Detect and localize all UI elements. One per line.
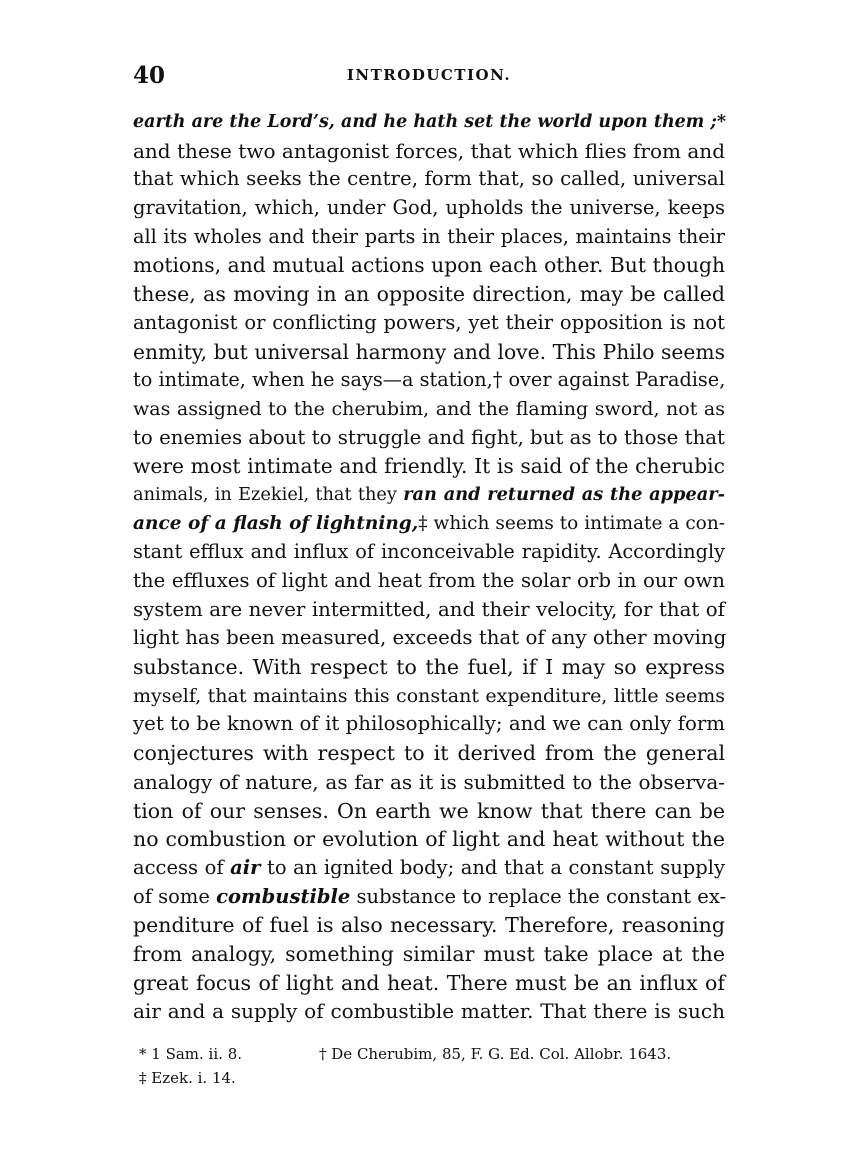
- text-line: [133, 567, 725, 596]
- text-segment: great focus of light and heat. There must be an influx of: [133, 970, 725, 995]
- text-segment: that which seeks the centre, form that, so called, universal: [133, 167, 725, 191]
- text-line: [133, 797, 725, 826]
- text-line: [133, 825, 725, 854]
- text-segment: access of: [133, 855, 231, 879]
- text-line: [133, 510, 725, 539]
- text-line: [133, 624, 725, 653]
- text-segment: of some: [133, 884, 217, 908]
- italic-segment: ran and returned as the appear-: [403, 483, 725, 505]
- text-segment: substance to replace the constant ex-: [350, 884, 727, 908]
- text-segment: system are never intermitted, and their velocity, for that of: [133, 597, 725, 621]
- text-line: [133, 682, 725, 711]
- text-segment: to intimate, when he says—a station,† over against Paradise,: [133, 368, 726, 392]
- text-line: [133, 854, 725, 883]
- text-line: [133, 165, 725, 194]
- text-line: [133, 309, 725, 338]
- footnote-3: ‡ Ezek. i. 14.: [139, 1069, 236, 1087]
- text-segment: and these two antagonist forces, that which flies from and: [133, 138, 725, 163]
- italic-segment: ance of a flash of lightning,: [133, 512, 419, 534]
- text-segment: substance. With respect to the fuel, if I may so express: [133, 655, 725, 680]
- text-segment: yet to be known of it philosophically; and we can only form: [133, 712, 725, 736]
- text-line: [133, 911, 725, 940]
- text-segment: the effluxes of light and heat from the solar orb in our own: [133, 569, 725, 592]
- text-line: [133, 395, 725, 424]
- text-segment: enmity, but universal harmony and love. This Philo seems: [133, 339, 725, 364]
- text-line: [133, 596, 725, 625]
- page-number: 40: [133, 62, 166, 89]
- italic-segment: earth are the Lord’s, and he hath set the world upon them ;*: [133, 112, 727, 132]
- italic-segment: air: [230, 855, 261, 879]
- text-segment: were most intimate and friendly. It is said of the cherubic: [133, 454, 725, 479]
- text-line: [133, 940, 725, 969]
- text-segment: motions, and mutual actions upon each other. But though: [133, 253, 725, 278]
- footnote-2: † De Cherubim, 85, F. G. Ed. Col. Allobr. 1643.: [319, 1045, 672, 1063]
- text-segment: conjectures with respect to it derived from the general: [133, 741, 725, 766]
- text-line: [133, 481, 725, 510]
- text-line: [133, 969, 725, 998]
- text-segment: these, as moving in an opposite direction, may be called: [133, 282, 725, 307]
- text-line: [133, 338, 725, 367]
- text-segment: was assigned to the cherubim, and the flaming sword, not as: [133, 397, 725, 420]
- text-segment: animals, in Ezekiel, that they: [133, 484, 404, 505]
- footnote-row: [133, 1042, 725, 1066]
- text-line: [133, 997, 725, 1026]
- text-line: [133, 137, 725, 166]
- text-segment: no combustion or evolution of light and heat without the: [133, 827, 725, 852]
- text-segment: penditure of fuel is also necessary. Therefore, reasoning: [133, 913, 725, 938]
- text-segment: antagonist or conflicting powers, yet their opposition is not: [133, 310, 725, 334]
- text-line: [133, 424, 725, 453]
- page-header: [133, 62, 725, 92]
- body-text: [133, 108, 725, 1026]
- text-segment: air and a supply of combustible matter. That there is such: [133, 999, 725, 1024]
- italic-segment: combustible: [216, 884, 351, 908]
- text-line: [133, 280, 725, 309]
- text-line: [133, 452, 725, 481]
- text-line: [133, 251, 725, 280]
- text-line: [133, 653, 725, 682]
- text-segment: myself, that maintains this constant expenditure, little seems: [133, 684, 725, 707]
- text-line: [133, 768, 725, 797]
- text-line: [133, 194, 725, 223]
- text-segment: ‡ which seems to intimate a con-: [418, 512, 725, 534]
- text-line: [133, 223, 725, 252]
- text-segment: tion of our senses. On earth we know that there can be: [133, 798, 725, 823]
- text-line: [133, 883, 725, 912]
- text-segment: gravitation, which, under God, upholds the universe, keeps: [133, 196, 725, 220]
- text-line: [133, 366, 725, 395]
- text-segment: all its wholes and their parts in their places, maintains their: [133, 224, 725, 248]
- text-line: [133, 538, 725, 567]
- footnote-1: * 1 Sam. ii. 8.: [139, 1045, 243, 1063]
- text-segment: from analogy, something similar must take place at the: [133, 941, 725, 966]
- text-line: [133, 108, 725, 137]
- text-line: [133, 710, 725, 739]
- text-segment: light has been measured, exceeds that of any other moving: [133, 626, 727, 650]
- running-title: INTRODUCTION.: [346, 66, 512, 84]
- text-segment: to enemies about to struggle and fight, but as to those that: [133, 425, 725, 449]
- footnotes: [133, 1042, 725, 1090]
- text-segment: to an ignited body; and that a constant supply: [260, 855, 725, 879]
- text-segment: stant efflux and influx of inconceivable rapidity. Accordingly: [133, 540, 725, 564]
- footnote-row: [133, 1066, 725, 1090]
- text-segment: analogy of nature, as far as it is submitted to the observa-: [133, 769, 725, 794]
- text-line: [133, 739, 725, 768]
